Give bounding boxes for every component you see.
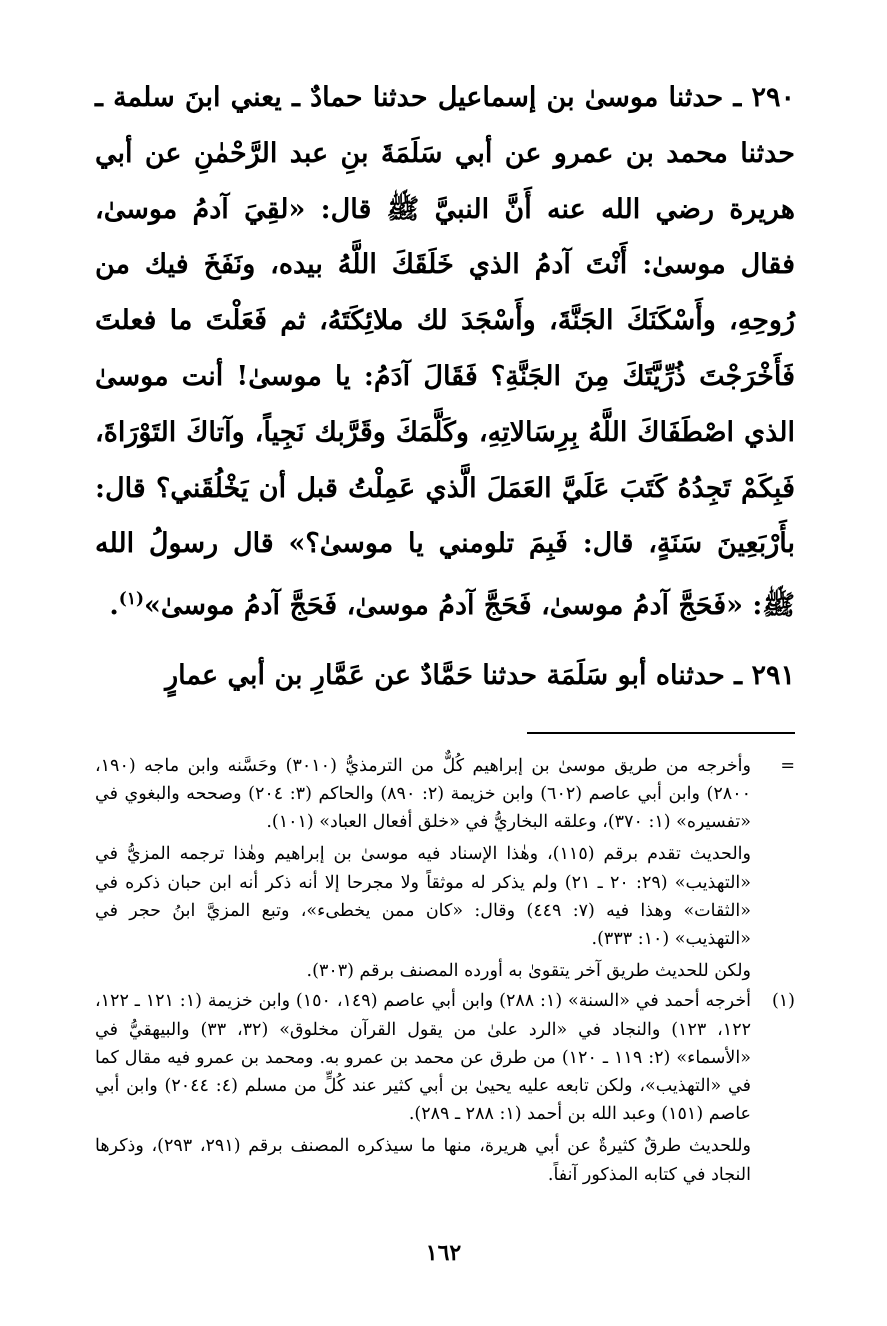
hadith-291: ٢٩١ ـ حدثناه أبو سَلَمَة حدثنا حَمَّادٌ عن عَمَّارِ بن أبي عمارٍ (165, 659, 795, 691)
footnote-ref-1[interactable]: (١) (118, 589, 144, 610)
footnote-1 (95, 987, 795, 1188)
footnote-body (95, 752, 751, 986)
footnote-paragraph: وللحديث طرقٌ كثيرةٌ عن أبي هريرة، منها ما سيذكره المصنف برقم (٢٩١، ٢٩٣)، وذكرها النجاد في كتابه المذكور آنفاً. (95, 1136, 751, 1185)
hadith-290 (95, 70, 795, 634)
footnote-marker: = (780, 755, 795, 776)
footnote-continuation (95, 752, 795, 986)
footnote-divider (527, 732, 795, 734)
page-number: ١٦٢ (425, 1240, 462, 1266)
footnote-paragraph: ولكن للحديث طريق آخر يتقوىٰ به أورده المصنف برقم (٣٠٣). (306, 961, 751, 982)
main-text (95, 70, 795, 704)
hadith-290-end: . (109, 590, 119, 622)
footnotes (95, 752, 795, 1189)
footnote-body (95, 987, 751, 1188)
page-content (95, 70, 795, 1189)
footnote-paragraph: أخرجه أحمد في «السنة» (١: ٢٨٨) وابن أبي عاصم (١٤٩، ١٥٠) وابن خزيمة (١: ١٢١ ـ ١٢٢، ١٢٢، ١٢٣) والنجاد في «الرد علىٰ من يقول القرآن مخلوق» (٣٢، ٣٣) والبيهقيُّ في «الأسماء» (٢: ١١٩ ـ ١٢٠) من طرق عن محمد بن عمرو به. ومحمد بن عمرو فيه مقال كما في «التهذيب»، ولكن تابعه عليه يحيىٰ بن أبي كثير عند كُلٍّ من مسلم (٤: ٢٠٤٤) وابن أبي عاصم (١٥١) وعبد الله بن أحمد (١: ٢٨٨ ـ ٢٨٩). (95, 991, 751, 1125)
footnote-paragraph: وأخرجه من طريق موسىٰ بن إبراهيم كُلٌّ من الترمذيُّ (٣٠١٠) وحَسَّنه وابن ماجه (١٩٠، ٢٨٠٠) وابن أبي عاصم (٦٠٢) وابن خزيمة (٢: ٨٩٠) والحاكم (٣: ٢٠٤) وصححه والبغوي في «تفسيره» (١: ٣٧٠)، وعلقه البخاريُّ في «خلق أفعال العباد» (١٠١). (95, 755, 751, 833)
footnote-marker: (١) (771, 991, 795, 1012)
hadith-290-text: ٢٩٠ ـ حدثنا موسىٰ بن إسماعيل حدثنا حمادٌ ـ يعني ابنَ سلمة ـ حدثنا محمد بن عمرو عن أبي سَلَمَةَ بنِ عبد الرَّحْمٰنِ عن أبي هريرة رضي الله عنه أَنَّ النبيَّ ﷺ قال: «لقِيَ آدمُ موسىٰ، فقال موسىٰ: أَنْتَ آدمُ الذي خَلَقَكَ اللَّهُ بيده، ونَفَخَ فيك من رُوحِهِ، وأَسْكَنَكَ الجَنَّةَ، وأَسْجَدَ لك ملائِكَتَهُ، ثم فَعَلْتَ ما فعلتَ فَأَخْرَجْتَ ذُرِّيَّتَكَ مِنَ الجَنَّةِ؟ فَقَالَ آدَمُ: يا موسىٰ! أنت موسىٰ الذي اصْطَفَاكَ اللَّهُ بِرِسَالاتِهِ، وكَلَّمَكَ وقَرَّبك نَجِياً، وآتاكَ التَوْرَاةَ، فَبِكَمْ تَجِدُهُ كَتَبَ عَلَيَّ العَمَلَ الَّذي عَمِلْتُ قبل أن يَخْلُقَني؟ قال: بأَرْبَعِينَ سَنَةٍ، قال: فَبِمَ تلومني يا موسىٰ؟» قال رسولُ الله ﷺ: «فَحَجَّ آدمُ موسىٰ، فَحَجَّ آدمُ موسىٰ، فَحَجَّ آدمُ موسىٰ» (95, 82, 795, 622)
footnote-paragraph: والحديث تقدم برقم (١١٥)، وهٰذا الإسناد فيه موسىٰ بن إبراهيم وهٰذا ترجمه المزيُّ في «التهذيب» (٢٩: ٢٠ ـ ٢١) ولم يذكر له موثقاً ولا مجرحا إلا أنه ذكر أنه ابن حبان ذكره في «الثقات» وهذا فيه (٧: ٤٤٩) وقال: «كان ممن يخطىء»، وتبع المزيَّ ابنُ حجر في «التهذيب» (١٠: ٣٣٣). (95, 844, 751, 949)
